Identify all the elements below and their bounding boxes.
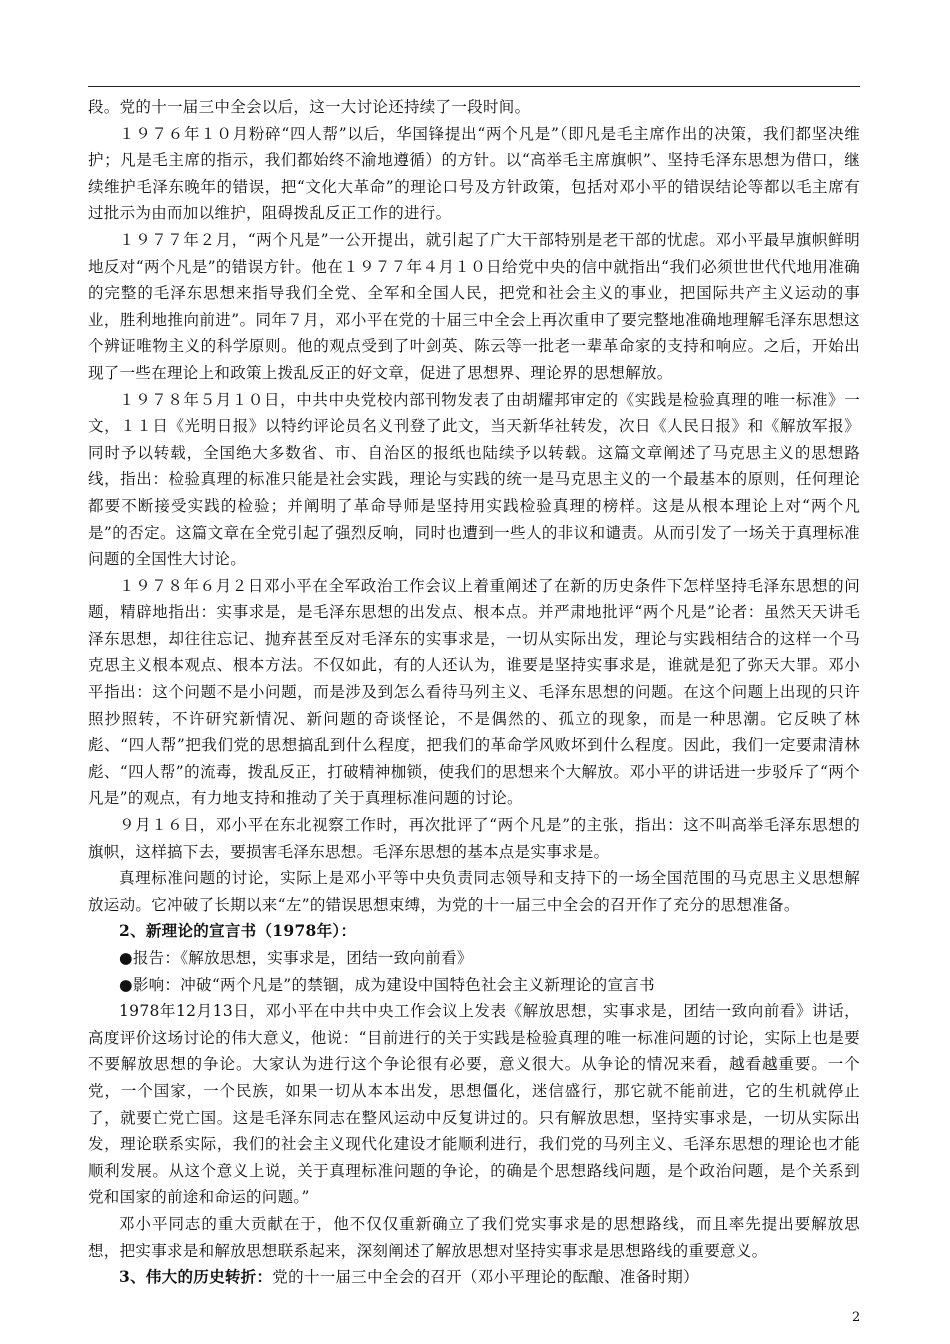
bullet-influence: ●影响：冲破“两个凡是”的禁锢，成为建设中国特色社会主义新理论的宣言书 [119,975,655,994]
paragraph-4: １９７８年５月１０日，中共中央党校内部刊物发表了由胡耀邦审定的《实践是检验真理的唯一标准》一文，１１日《光明日报》以特约评论员名义刊登了此文，当天新华社转发，次日《人民日报》和《解放军报》同时予以转载，全国绝大多数省、市、自治区的报纸也陆续予以转载。这篇文章阐述了马克思主义的思想路线，指出：检验真理的标准只能是社会实践，理论与实践的统一是马克思主义的一个最基本的原则，任何理论都要不断接受实践的检验；并阐明了革命导师是坚持用实践检验真理的榜样。这是从根本理论上对“两个凡是”的否定。这篇文章在全党引起了强烈反响，同时也遭到一些人的非议和谴责。从而引发了一场关于真理标准问题的全国性大讨论。 [88,390,860,569]
section-heading-3 [88,1264,860,1291]
paragraph-3: １９７７年２月，“两个凡是”一公开提出，就引起了广大干部特别是老干部的忧虑。邓小平最早旗帜鲜明地反对“两个凡是”的错误方针。他在１９７７年４月１０日给党中央的信中就指出“我们必须世世代代地用准确的完整的毛泽东思想来指导我们全党、全军和全国人民，把党和社会主义的事业，把国际共产主义运动的事业，胜利地推向前进”。同年７月，邓小平在党的十届三中全会上再次重申了要完整地准确地理解毛泽东思想这个辨证唯物主义的科学原则。他的观点受到了叶剑英、陈云等一批老一辈革命家的支持和响应。之后，开始出现了一些在理论上和政策上拨乱反正的好文章，促进了思想界、理论界的思想解放。 [88,230,860,382]
page-number: 2 [852,1310,861,1325]
paragraph-8: 1978年12月13日，邓小平在中共中央工作会议上发表《解放思想，实事求是，团结一致向前看》讲话，高度评价这场讨论的伟大意义，他说：“目前进行的关于实践是检验真理的唯一标准问题的讨论，实际上也是要不要解放思想的争论。大家认为进行这个争论很有必要，意义很大。从争论的情况来看，越看越重要。一个党，一个国家，一个民族，如果一切从本本出发，思想僵化，迷信盛行，那它就不能前进，它的生机就停止了，就要亡党亡国。这是毛泽东同志在整风运动中反复讲过的。只有解放思想，坚持实事求是，一切从实际出发，理论联系实际，我们的社会主义现代化建设才能顺利进行，我们党的马列主义、毛泽东思想的理论也才能顺利发展。从这个意义上说，关于真理标准问题的争论，的确是个思想路线问题，是个政治问题，是个关系到党和国家的前途和命运的问题。” [88,1002,860,1207]
section-heading-3-title: 3、伟大的历史转折： [119,1267,273,1287]
paragraph-1: 段。党的十一届三中全会以后，这一大讨论还持续了一段时间。 [88,98,531,116]
document-body [88,94,860,1291]
section-heading-3-subtitle: 党的十一届三中全会的召开（邓小平理论的酝酿、准备时期） [272,1268,699,1287]
paragraph-7: 真理标准问题的讨论，实际上是邓小平等中央负责同志领导和支持下的一场全国范围的马克思主义思想解放运动。它冲破了长期以来“左”的错误思想束缚，为党的十一届三中全会的召开作了充分的思想准备。 [88,869,860,914]
paragraph-6: ９月１６日，邓小平在东北视察工作时，再次批评了“两个凡是”的主张，指出：这不叫高举毛泽东思想的旗帜，这样搞下去，要损害毛泽东思想。毛泽东思想的基本点是实事求是。 [88,816,860,861]
bullet-report: ●报告：《解放思想，实事求是，团结一致向前看》 [119,949,473,967]
header-rule [88,86,860,87]
paragraph-9: 邓小平同志的重大贡献在于，他不仅仅重新确立了我们党实事求是的思想路线，而且率先提出要解放思想，把实事求是和解放思想联系起来，深刻阐述了解放思想对坚持实事求是思想路线的重要意义。 [88,1214,860,1260]
paragraph-5: １９７８年６月２日邓小平在全军政治工作会议上着重阐述了在新的历史条件下怎样坚持毛泽东思想的问题，精辟地指出：实事求是，是毛泽东思想的出发点、根本点。并严肃地批评“两个凡是”论者：虽然天天讲毛泽东思想，却往往忘记、抛弃甚至反对毛泽东的实事求是，一切从实际出发，理论与实践相结合的这样一个马克思主义根本观点、根本方法。不仅如此，有的人还认为，谁要是坚持实事求是，谁就是犯了弥天大罪。邓小平指出：这个问题不是小问题，而是涉及到怎么看待马列主义、毛泽东思想的问题。在这个问题上出现的只许照抄照转，不许研究新情况、新问题的奇谈怪论，不是偶然的、孤立的现象，而是一种思潮。它反映了林彪、“四人帮”把我们党的思想搞乱到什么程度，把我们的革命学风败坏到什么程度。因此，我们一定要肃清林彪、“四人帮”的流毒，拨乱反正，打破精神枷锁，使我们的思想来个大解放。邓小平的讲话进一步驳斥了“两个凡是”的观点，有力地支持和推动了关于真理标准问题的讨论。 [88,576,860,808]
section-heading-2: 2、新理论的宣言书（1978年）： [119,921,357,941]
paragraph-2: １９７６年１０月粉碎“四人帮”以后，华国锋提出“两个凡是”（即凡是毛主席作出的决策，我们都坚决维护；凡是毛主席的指示，我们都始终不渝地遵循）的方针。以“高举毛主席旗帜”、坚持毛泽东思想为借口，继续维护毛泽东晚年的错误，把“文化大革命”的理论口号及方针政策，包括对邓小平的错误结论等都以毛主席有过批示为由而加以维护，阻碍拨乱反正工作的进行。 [88,124,860,223]
